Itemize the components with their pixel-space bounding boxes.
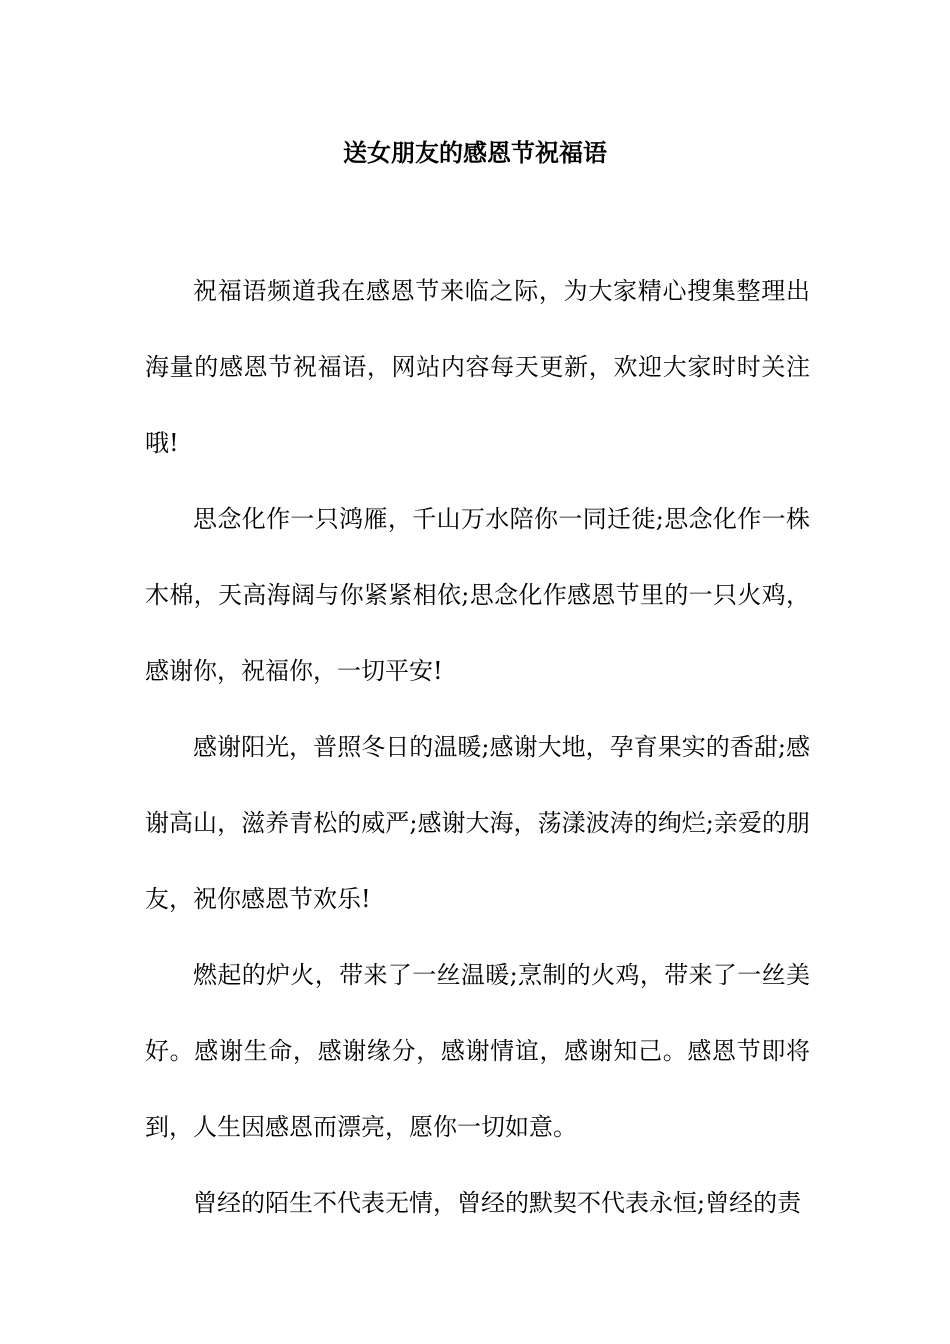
paragraph-blessing-4: 曾经的陌生不代表无情，曾经的默契不代表永恒;曾经的责 [193, 1189, 802, 1217]
paragraph-intro: 祝福语频道我在感恩节来临之际，为大家精心搜集整理出海量的感恩节祝福语，网站内容每天更新，欢迎大家时时关注哦! [145, 277, 810, 457]
document-body [145, 253, 810, 1241]
document-title: 送女朋友的感恩节祝福语 [343, 138, 607, 167]
paragraph-blessing-2: 感谢阳光，普照冬日的温暖;感谢大地，孕育果实的香甜;感谢高山，滋养青松的威严;感谢大海，荡漾波涛的绚烂;亲爱的朋友，祝你感恩节欢乐! [145, 733, 810, 913]
paragraph-blessing-1: 思念化作一只鸿雁，千山万水陪你一同迁徙;思念化作一株木棉，天高海阔与你紧紧相依;思念化作感恩节里的一只火鸡，感谢你，祝福你，一切平安! [145, 505, 810, 685]
paragraph-blessing-3: 燃起的炉火，带来了一丝温暖;烹制的火鸡，带来了一丝美好。感谢生命，感谢缘分，感谢情谊，感谢知己。感恩节即将到，人生因感恩而漂亮，愿你一切如意。 [145, 961, 810, 1141]
